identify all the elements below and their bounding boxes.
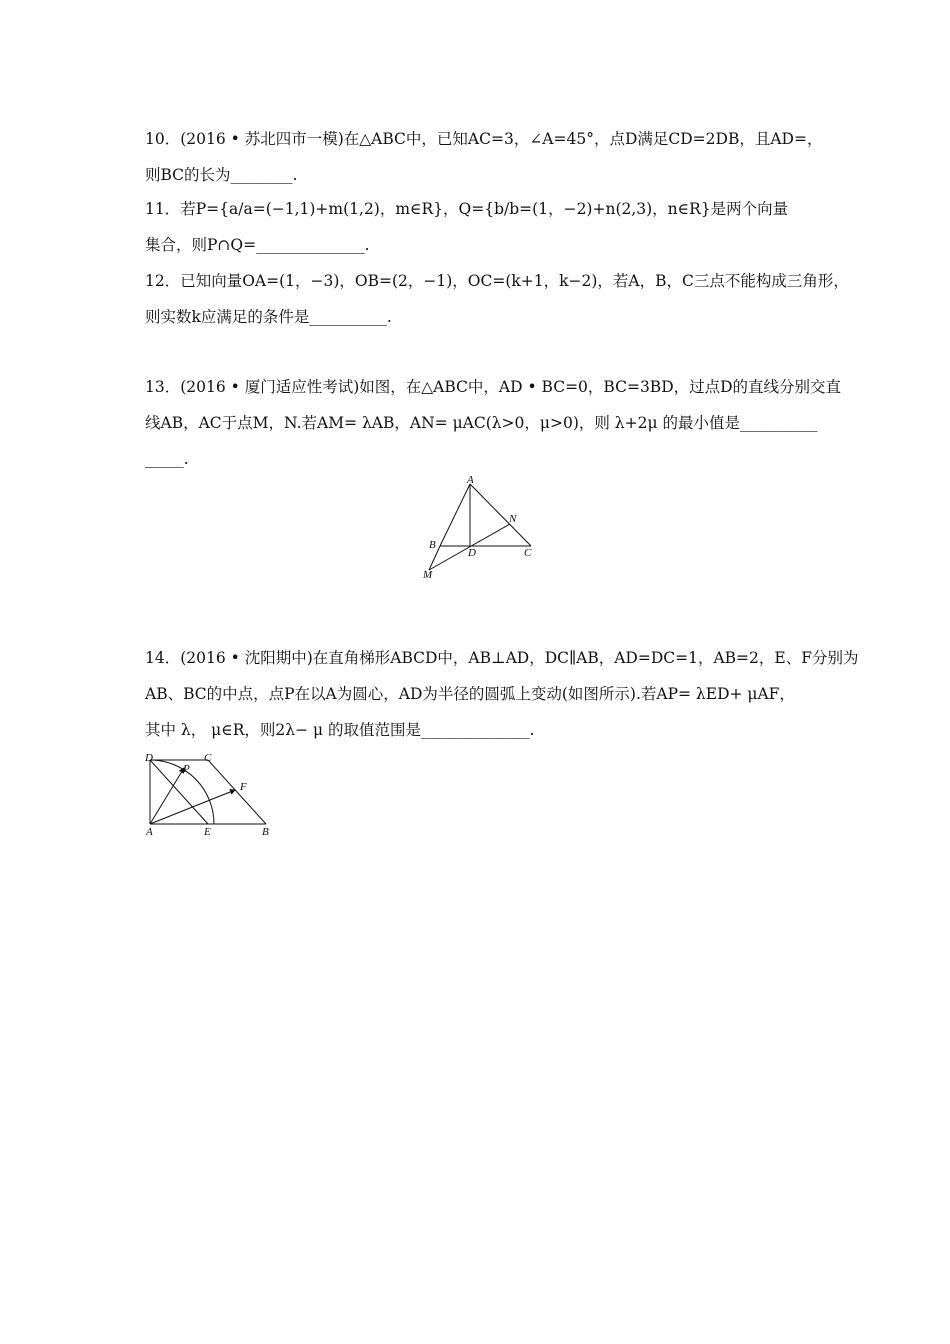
label-D: D: [468, 547, 476, 559]
label-A: A: [467, 474, 474, 486]
label-B: B: [262, 826, 269, 838]
problem-10-line-2: 则BC的长为________.: [145, 166, 298, 184]
problem-13-line-3: _____.: [145, 450, 189, 468]
label-E: E: [204, 826, 211, 838]
problem-13-line-2: 线AB，AC于点M，N.若AM= λAB，AN= μAC(λ>0，μ>0)，则 λ+2μ 的最小值是__________: [145, 414, 818, 432]
problem-11-line-2: 集合，则P∩Q=______________.: [145, 236, 370, 254]
label-C: C: [524, 547, 532, 559]
figure-13-triangle: [415, 474, 545, 584]
figure-14-trapezoid: [140, 750, 280, 840]
label-N: N: [509, 513, 517, 525]
problem-14-line-1: 14．(2016 • 沈阳期中)在直角梯形ABCD中，AB⊥AD，DC∥AB，AD=DC=1，AB=2，E、F分别为: [145, 649, 859, 667]
problem-10-line-1: 10．(2016 • 苏北四市一模)在△ABC中，已知AC=3，∠A=45°，点D满足CD=2DB，且AD=，: [145, 130, 823, 148]
problem-14-line-2: AB、BC的中点，点P在以A为圆心，AD为半径的圆弧上变动(如图所示).若AP= λED+ μAF，: [145, 685, 795, 703]
problem-11-line-1: 11．若P={a/a=(−1,1)+m(1,2)，m∈R}，Q={b/b=(1，−2)+n(2,3)，n∈R}是两个向量: [145, 200, 789, 218]
label-B: B: [429, 539, 436, 551]
problem-14-line-3: 其中 λ， μ∈R，则2λ− μ 的取值范围是______________.: [145, 721, 535, 739]
label-D: D: [145, 752, 153, 764]
label-C: C: [204, 752, 212, 764]
problem-12-line-2: 则实数k应满足的条件是__________.: [145, 308, 392, 326]
label-M: M: [423, 569, 433, 581]
label-A: A: [146, 826, 153, 838]
label-F: F: [240, 781, 247, 793]
problem-13-line-1: 13．(2016 • 厦门适应性考试)如图，在△ABC中，AD • BC=0，BC=3BD，过点D的直线分别交直: [145, 378, 842, 396]
problem-12-line-1: 12．已知向量OA=(1，−3)，OB=(2，−1)，OC=(k+1，k−2)，若A，B，C三点不能构成三角形，: [145, 272, 849, 290]
label-P: P: [183, 763, 190, 775]
